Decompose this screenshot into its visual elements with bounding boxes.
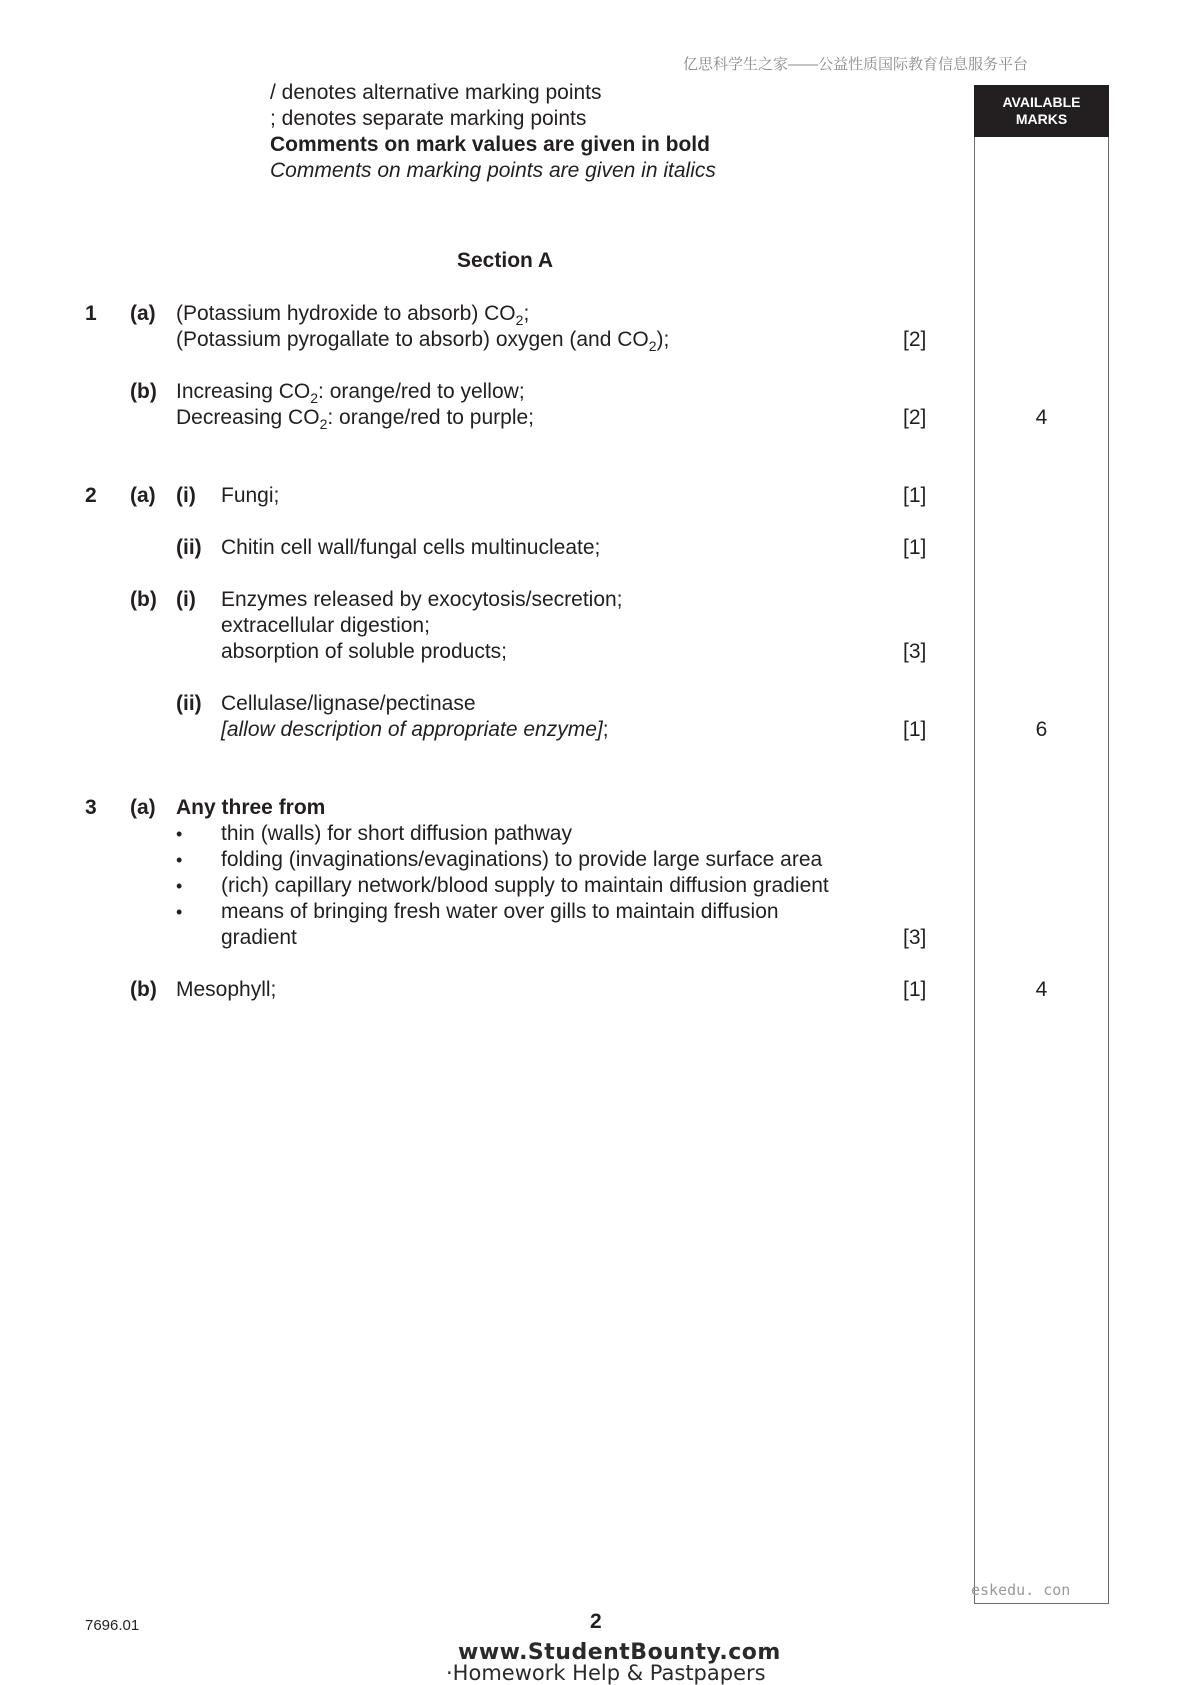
note-italic: Comments on marking points are given in italics: [270, 159, 716, 182]
q3a-point-2: folding (invaginations/evaginations) to provide large surface area: [221, 848, 823, 871]
q3a-mark: [3]: [903, 926, 927, 949]
q2bii-line2: [allow description of appropriate enzyme];: [221, 718, 609, 741]
studentbounty-logo-line2: ·Homework Help & Pastpapers: [446, 1661, 766, 1685]
q3-number: 3: [85, 796, 97, 819]
q2bii-mark: [1]: [903, 718, 927, 741]
q3a-heading: Any three from: [176, 796, 326, 819]
header-watermark: 亿思科学生之家——公益性质国际教育信息服务平台: [683, 56, 1029, 73]
q3a-point-3: (rich) capillary network/blood supply to maintain diffusion gradient: [221, 874, 829, 897]
q3a-point-4-continuation: gradient: [221, 926, 297, 949]
available-marks-header: [974, 85, 1109, 137]
q3b-label: (b): [130, 978, 157, 1001]
studentbounty-logo-line1: www.StudentBounty.com: [458, 1640, 781, 1665]
q2bii-line1: Cellulase/lignase/pectinase: [221, 692, 476, 715]
available-marks-label-2: MARKS: [1015, 111, 1068, 127]
q3a-point-4: means of bringing fresh water over gills to maintain diffusion: [221, 900, 779, 923]
q1a-line2: (Potassium pyrogallate to absorb) oxygen (and $CO_2$);: [176, 328, 670, 354]
q3a-point-1: thin (walls) for short diffusion pathway: [221, 822, 572, 845]
paper-code: 7696.01: [85, 1617, 140, 1634]
q3-total-marks: 4: [1035, 978, 1048, 1001]
q3a-bullet-4: •: [176, 902, 183, 922]
q2ai-text: Fungi;: [221, 484, 280, 507]
q1a-mark: [2]: [903, 328, 927, 351]
q1a-line1: (Potassium hydroxide to absorb) $CO_2$;: [176, 302, 530, 328]
q1b-line2: Decreasing $CO_2$: orange/red to purple;: [176, 406, 534, 432]
q1b-line1: Increasing $CO_2$: orange/red to yellow;: [176, 380, 525, 406]
q1a-label: (a): [130, 302, 156, 325]
q2aii-label: (ii): [176, 536, 202, 559]
q2bi-line2: extracellular digestion;: [221, 614, 430, 637]
q3b-mark: [1]: [903, 978, 927, 1001]
eskedu-watermark: eskedu. con: [971, 1581, 1071, 1599]
note-separate: ; denotes separate marking points: [270, 107, 587, 130]
q2-number: 2: [85, 484, 97, 507]
q3a-bullet-1: •: [176, 824, 183, 844]
q3a-bullet-2: •: [176, 850, 183, 870]
page-number: 2: [590, 1610, 602, 1633]
q2aii-mark: [1]: [903, 536, 927, 559]
q3b-text: Mesophyll;: [176, 978, 277, 1001]
note-alternative: / denotes alternative marking points: [270, 81, 602, 104]
q3a-label: (a): [130, 796, 156, 819]
q2a-label: (a): [130, 484, 156, 507]
q2ai-mark: [1]: [903, 484, 927, 507]
q2bii-label: (ii): [176, 692, 202, 715]
q2b-label: (b): [130, 588, 157, 611]
available-marks-column: [974, 85, 1109, 1604]
section-title: Section A: [457, 249, 554, 272]
available-marks-label-1: AVAILABLE: [1002, 94, 1081, 110]
q2ai-label: (i): [176, 484, 196, 507]
q2bi-line1: Enzymes released by exocytosis/secretion;: [221, 588, 623, 611]
q2bi-line3: absorption of soluble products;: [221, 640, 508, 663]
q1-number: 1: [85, 302, 97, 325]
q2aii-text: Chitin cell wall/fungal cells multinucleate;: [221, 536, 601, 559]
q1b-label: (b): [130, 380, 157, 403]
q2-total-marks: 6: [1035, 718, 1048, 741]
q3a-bullet-3: •: [176, 876, 183, 896]
q2bi-label: (i): [176, 588, 196, 611]
q2bi-mark: [3]: [903, 640, 927, 663]
q1b-mark: [2]: [903, 406, 927, 429]
note-bold: Comments on mark values are given in bold: [270, 133, 710, 156]
q1-total-marks: 4: [1035, 406, 1048, 429]
